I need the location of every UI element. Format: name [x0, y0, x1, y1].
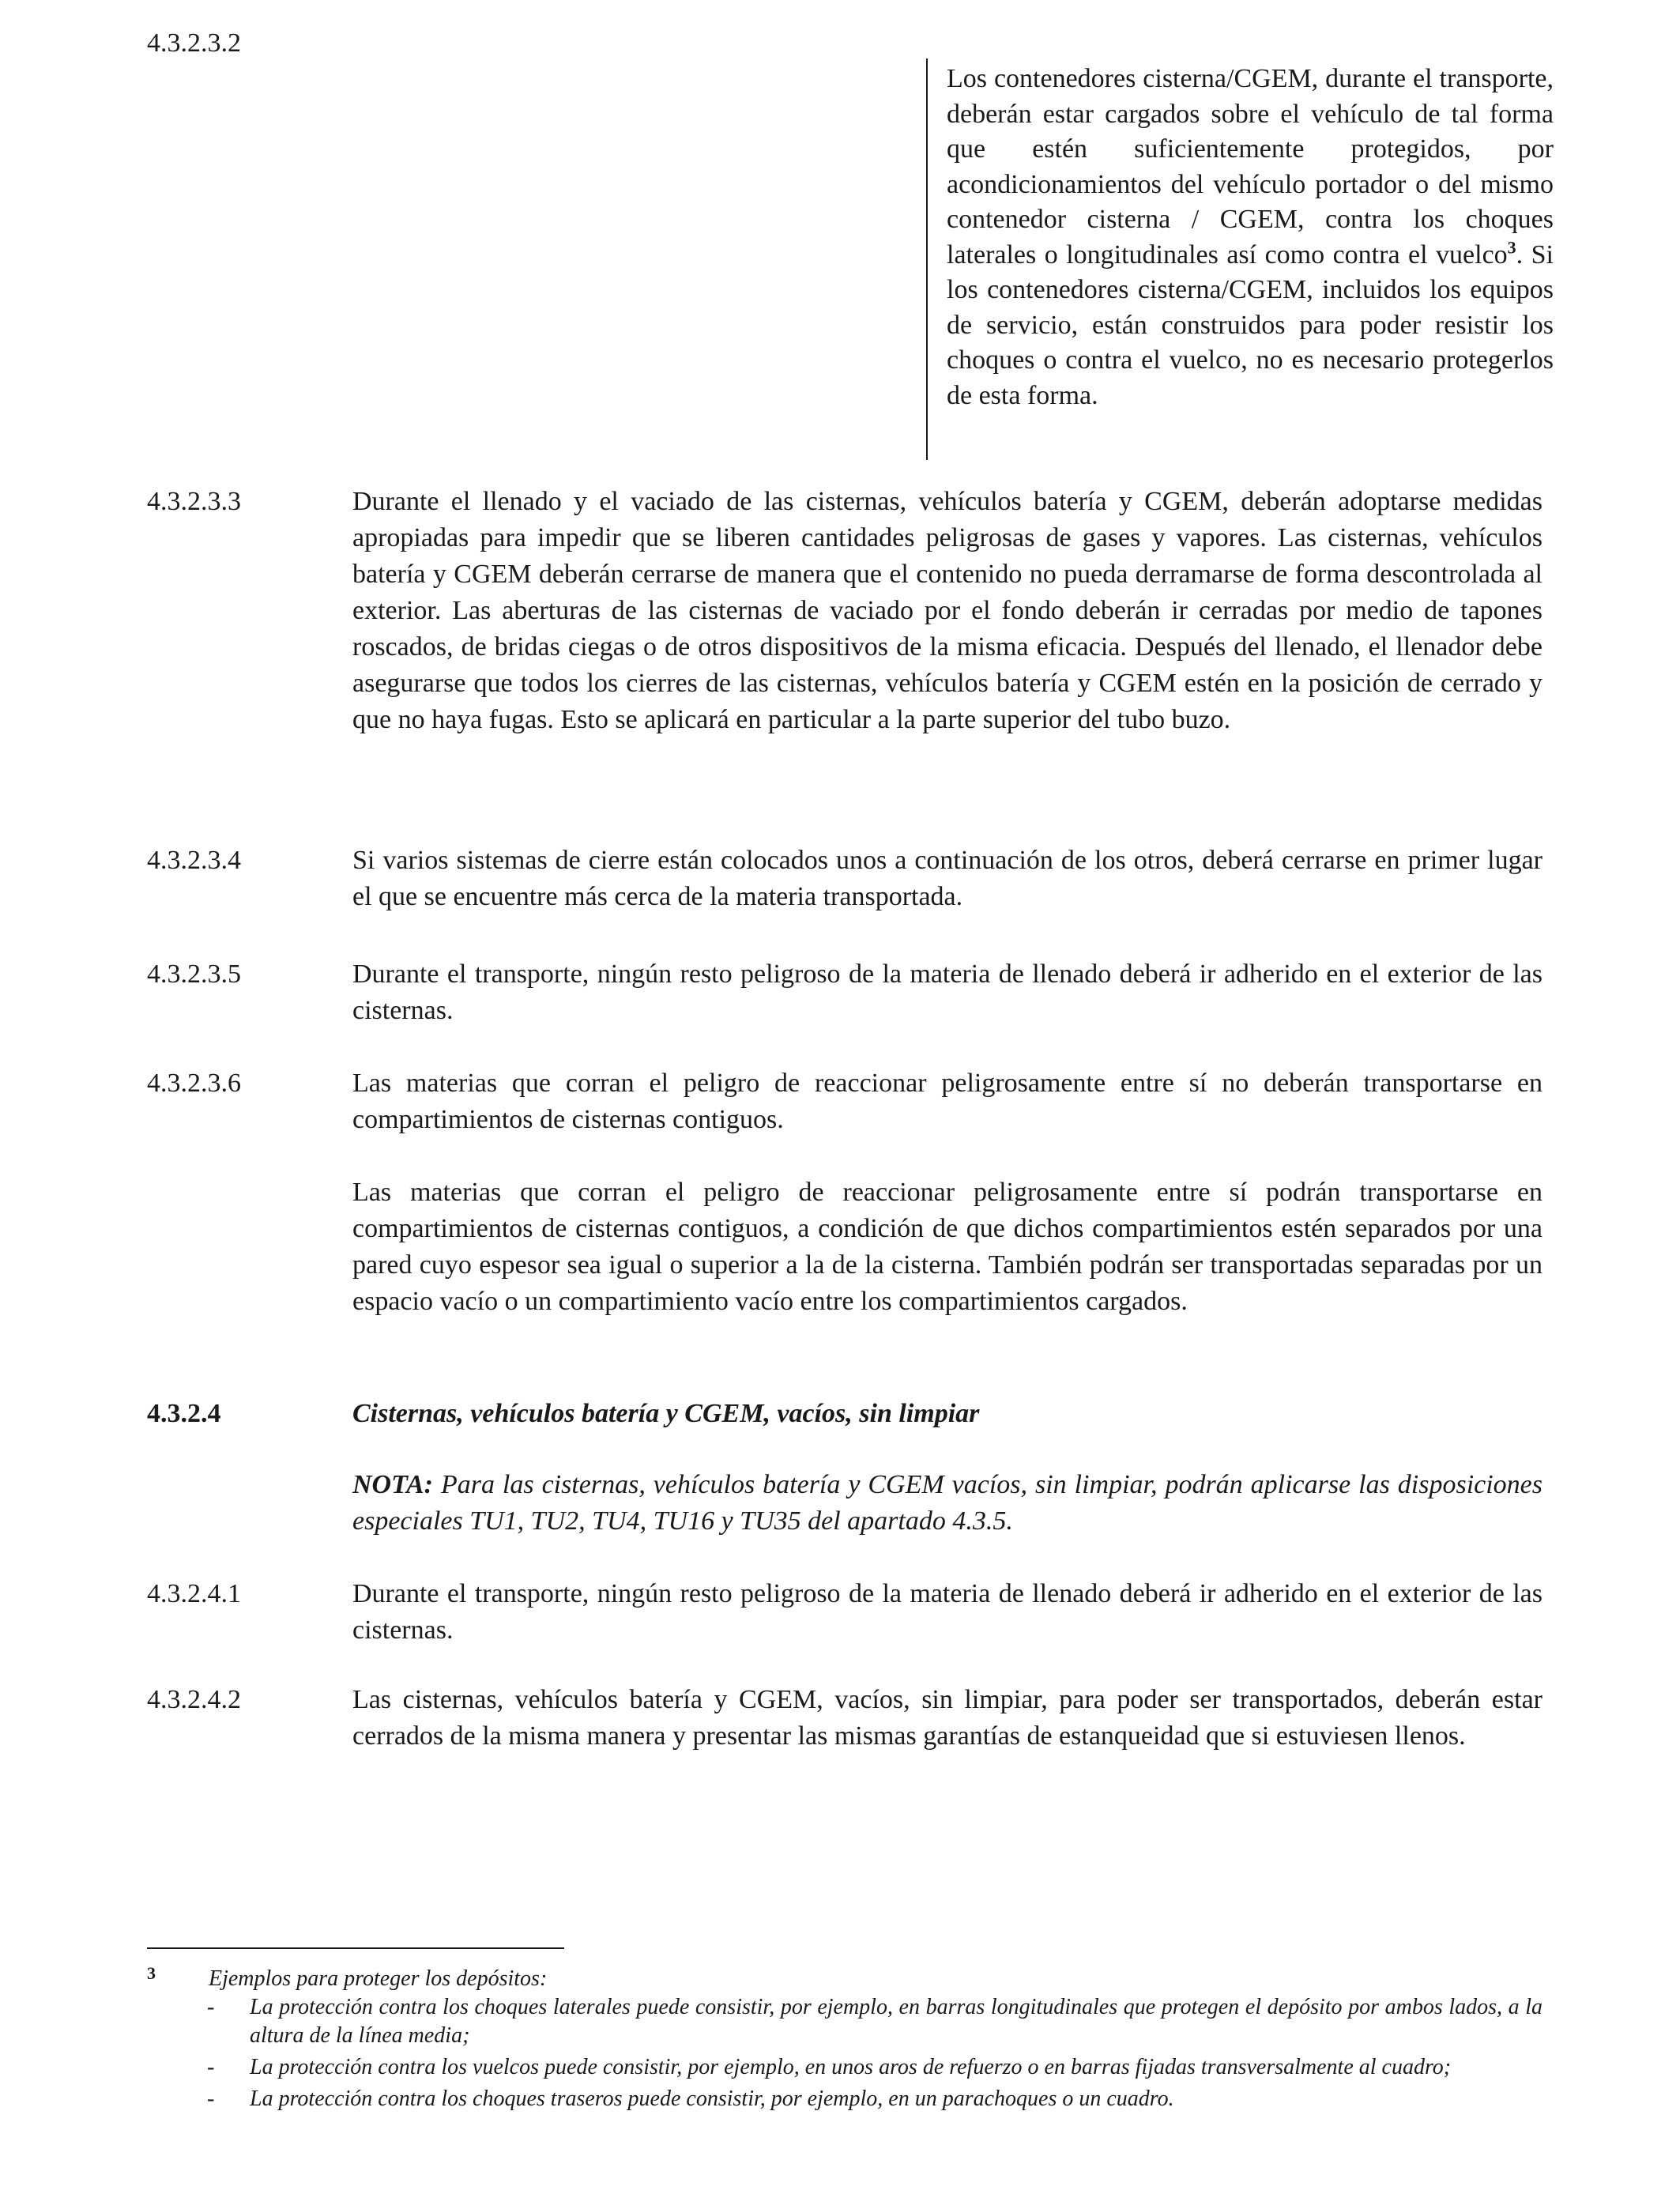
section-text-4-3-2-3-6-para1: Las materias que corran el peligro de reaccionar peligrosamente entre sí no deberán transportarse en compartimientos de cisternas contiguos.: [352, 1069, 1543, 1134]
section-number-4-3-2-3-2: 4.3.2.3.2: [147, 28, 241, 58]
footnote-item-text: La protección contra los choques traseros puede consistir, por ejemplo, en un parachoques o un cuadro.: [250, 2087, 1174, 2111]
footnote-bullet: -: [207, 2087, 215, 2111]
section-text-4-3-2-3-2-part1: Los contenedores cisterna/CGEM, durante el transporte, deberán estar cargados sobre el vehículo de tal forma que estén suficientemente protegidos, por acondicionamientos del vehículo portador o del mismo contenedor cisterna / CGEM, contra los choques laterales o longitudinales así como contra el vuelco: [947, 64, 1554, 270]
footnote-bullet: -: [207, 2055, 215, 2079]
nota-label: NOTA:: [352, 1470, 433, 1499]
footnote-bullet: -: [207, 1995, 215, 2019]
section-text-4-3-2-3-3: Durante el llenado y el vaciado de las cisternas, vehículos batería y CGEM, deberán adoptarse medidas apropiadas para impedir que se liberen cantidades peligrosas de gases y vapores. Las cisternas, vehículos batería y CGEM deberán cerrarse de manera que el contenido no pueda derramarse de forma descontrolada al exterior. Las aberturas de las cisternas de vaciado por el fondo deberán ir cerradas por medio de tapones roscados, de bridas ciegas o de otros dispositivos de la misma eficacia. Después del llenado, el llenador debe asegurarse que todos los cierres de las cisternas, vehículos batería y CGEM estén en la posición de cerrado y que no haya fugas. Esto se aplicará en particular a la parte superior del tubo buzo.: [352, 487, 1543, 734]
section-number-4-3-2-4-1: 4.3.2.4.1: [147, 1579, 241, 1608]
nota-text: Para las cisternas, vehículos batería y CGEM vacíos, sin limpiar, podrán aplicarse las disposiciones especiales TU1, TU2, TU4, TU16 y TU35 del apartado 4.3.5.: [352, 1470, 1543, 1536]
footnote-separator: [147, 1947, 564, 1949]
section-text-4-3-2-3-5: Durante el transporte, ningún resto peligroso de la materia de llenado deberá ir adherido en el exterior de las cisternas.: [352, 959, 1543, 1025]
footnote-item: [202, 2053, 1543, 2082]
section-number-4-3-2-3-4: 4.3.2.3.4: [147, 846, 241, 875]
section-text-4-3-2-3-2: [947, 62, 1554, 413]
footnote-marker: 3: [147, 1963, 156, 1983]
section-heading-4-3-2-4: Cisternas, vehículos batería y CGEM, vacíos, sin limpiar: [352, 1399, 980, 1428]
section-number-4-3-2-4-2: 4.3.2.4.2: [147, 1685, 241, 1714]
footnote-list: [202, 1993, 1543, 2117]
section-text-4-3-2-4-1: Durante el transporte, ningún resto peligroso de la materia de llenado deberá ir adherido en el exterior de las cisternas.: [352, 1579, 1543, 1645]
side-note-box: [926, 58, 1554, 460]
nota-paragraph: [352, 1467, 1543, 1540]
section-number-4-3-2-3-5: 4.3.2.3.5: [147, 959, 241, 989]
section-text-4-3-2-3-4: Si varios sistemas de cierre están colocados unos a continuación de los otros, deberá cerrarse en primer lugar el que se encuentre más cerca de la materia transportada.: [352, 846, 1543, 911]
section-text-4-3-2-3-2-part2: . Si los contenedores cisterna/CGEM, incluidos los equipos de servicio, están construidos para poder resistir los choques o contra el vuelco, no es necesario protegerlos de esta forma.: [947, 239, 1554, 410]
footnote-item: [202, 1993, 1543, 2050]
footnote-item: [202, 2085, 1543, 2113]
section-number-4-3-2-3-3: 4.3.2.3.3: [147, 487, 241, 516]
section-number-4-3-2-3-6: 4.3.2.3.6: [147, 1069, 241, 1098]
section-text-4-3-2-3-6-para2: Las materias que corran el peligro de reaccionar peligrosamente entre sí podrán transportarse en compartimientos de cisternas contiguos, a condición de que dichos compartimientos estén separados por una pared cuyo espesor sea igual o superior a la de la cisterna. También podrán ser transportadas separadas por un espacio vacío o un compartimiento vacío entre los compartimientos cargados.: [352, 1178, 1543, 1316]
footnote-reference[interactable]: 3: [1507, 237, 1516, 258]
footnote-item-text: La protección contra los vuelcos puede consistir, por ejemplo, en unos aros de refuerzo o en barras fijadas transversalmente al cuadro;: [250, 2055, 1452, 2079]
footnote-item-text: La protección contra los choques laterales puede consistir, por ejemplo, en barras longitudinales que protegen el depósito por ambos lados, a la altura de la línea media;: [250, 1995, 1543, 2048]
footnote-intro: Ejemplos para proteger los depósitos:: [209, 1966, 548, 1991]
section-text-4-3-2-4-2: Las cisternas, vehículos batería y CGEM, vacíos, sin limpiar, para poder ser transportados, deberán estar cerrados de la misma manera y presentar las mismas garantías de estanqueidad que si estuviesen llenos.: [352, 1685, 1543, 1751]
section-number-4-3-2-4: 4.3.2.4: [147, 1399, 221, 1428]
